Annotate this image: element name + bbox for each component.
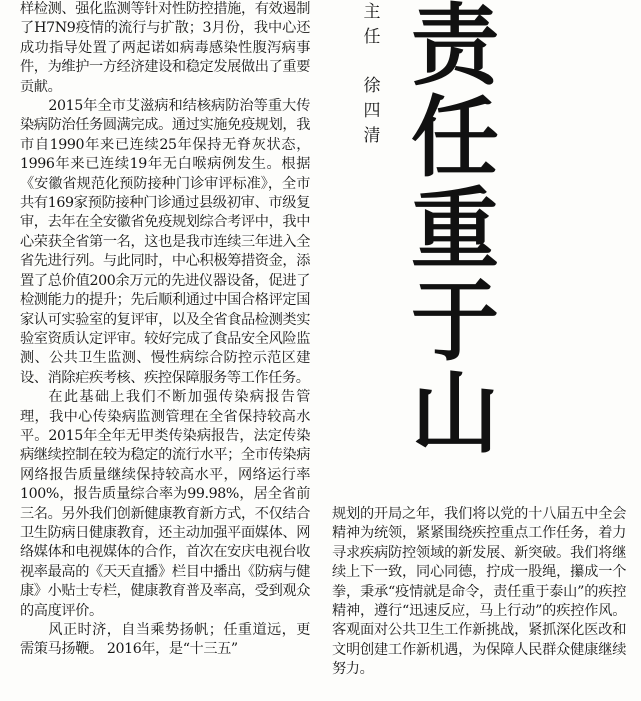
- paragraph-1: 样检测、强化监测等针对性防控措施，有效遏制了H7N9疫情的流行与扩散；3月份，我中心还成功指导处置了两起诺如病毒感染性腹泻病事件，为维护一方经济建设和稳定发展做出了重要贡献。: [20, 1, 310, 95]
- title-char: 于: [410, 270, 499, 373]
- paragraph-5: 规划的开局之年，我们将以党的十八届五中全会精神为统领，紧紧围绕疾控重点工作任务，着力寻求疾病防控领域的新发展、新突破。我们将继续上下一致，同心同德，拧成一股绳，攥成一个拳，秉承“疫情就是命令，责任重于泰山”的疾控精神，遵行“迅速反应，马上行动”的疾控作风。客观面对公共卫生工作新挑战，紧抓深化医改和文明创建工作新机遇，为保障人民群众健康继续努力。: [332, 506, 626, 678]
- article-title: [403, 0, 507, 465]
- title-char: 责: [410, 0, 499, 97]
- byline-name-char: 清: [363, 126, 381, 146]
- title-char: 任: [410, 86, 499, 189]
- title-char: 山: [410, 362, 499, 465]
- paragraph-2: 2015年全市艾滋病和结核病防治等重大传染病防治任务圆满完成。通过实施免疫规划，我市自1990年来已连续25年保持无脊灰状态，1996年来已连续19年无白喉病例发生。根据《安徽省规范化预防接种门诊审评标准》，全市共有169家预防接种门诊通过县级初审、市级复审，去年在全安徽省免疫规划综合考评中，我中心荣获全省第一名，这也是我市连续三年进入全省先进行列。与此同时，中心积极筹措资金，添置了总价值200余万元的先进仪器设备，促进了检测能力的提升；先后顺利通过中国合格评定国家认可实验室的复评审，以及全省食品检测类实验室资质认定评审。较好完成了食品安全风险监测、公共卫生监测、慢性病综合防控示范区建设、消除疟疾考核、疾控保障服务等工作任务。: [20, 98, 310, 386]
- byline-role-char: 主: [363, 2, 381, 22]
- article-right-column: [332, 505, 626, 701]
- byline-name: [357, 74, 387, 149]
- byline-name-char: 徐: [363, 76, 381, 96]
- byline-role-char: 任: [363, 27, 381, 47]
- title-char: 重: [410, 178, 499, 281]
- paragraph-4: 风正时济，自当乘势扬帆；任重道远，更需策马扬鞭。 2016年，是“十三五”: [20, 622, 310, 658]
- byline-role: [357, 0, 387, 60]
- byline-name-char: 四: [363, 101, 381, 121]
- byline: [357, 0, 387, 149]
- article-left-column: [20, 0, 310, 701]
- paragraph-3: 在此基础上我们不断加强传染病报告管理，我中心传染病监测管理在全省保持较高水平。2015年全年无甲类传染病报告，法定传染病继续控制在较为稳定的流行水平；全市传染病网络报告质量继续保持较高水平，网络运行率100%，报告质量综合率为99.98%，居全省前三名。另外我们创新健康教育新方式，不仅结合卫生防病日健康教育，还主动加强平面媒体、网络媒体和电视媒体的合作，首次在安庆电视台收视率最高的《天天直播》栏目中播出《防病与健康》小贴士专栏，健康教育普及率高，受到观众的高度评价。: [20, 389, 310, 619]
